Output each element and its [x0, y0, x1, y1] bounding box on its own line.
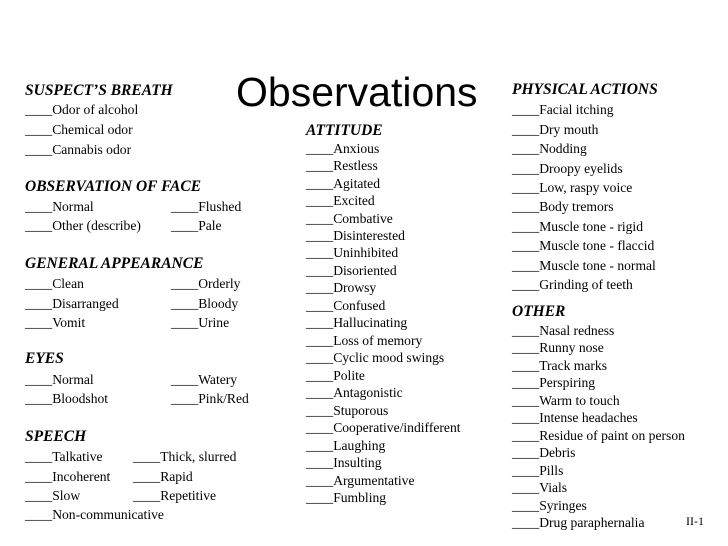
checklist-item: ____Runny nose — [512, 340, 604, 355]
checklist-item: ____Odor of alcohol — [25, 102, 139, 117]
checklist-item: ____Drug paraphernalia — [512, 515, 645, 530]
checklist-item: ____Dry mouth — [512, 122, 599, 137]
checklist-item: ____Bloodshot — [25, 391, 109, 406]
checklist-item: ____Vomit — [25, 315, 86, 330]
checklist-item: ____Argumentative — [306, 473, 415, 488]
checklist-item: ____Normal — [25, 199, 94, 214]
checklist-item: ____Anxious — [306, 141, 380, 156]
checklist-item: ____Orderly — [171, 276, 241, 291]
checklist-item: ____Cyclic mood swings — [306, 350, 445, 365]
checklist-item: ____Syringes — [512, 498, 587, 513]
checklist-item: ____Stuporous — [306, 403, 389, 418]
general-appearance-heading: GENERAL APPEARANCE — [25, 255, 204, 272]
checklist-item: ____Cooperative/indifferent — [306, 420, 461, 435]
checklist-item: ____Other (describe) — [25, 218, 141, 233]
checklist-item: ____Warm to touch — [512, 393, 620, 408]
observation-of-face-heading: OBSERVATION OF FACE — [25, 178, 202, 195]
checklist-item: ____Vials — [512, 480, 568, 495]
checklist-item: ____Polite — [306, 368, 365, 383]
checklist-item: ____Restless — [306, 158, 378, 173]
checklist-item: ____Disoriented — [306, 263, 397, 278]
checklist-item: ____Loss of memory — [306, 333, 423, 348]
checklist-item: ____Incoherent — [25, 469, 111, 484]
suspects-breath-heading: SUSPECT’S BREATH — [25, 82, 173, 99]
checklist-item: ____Body tremors — [512, 199, 614, 214]
eyes-heading: EYES — [25, 350, 64, 367]
checklist-item: ____Bloody — [171, 296, 239, 311]
checklist-item: ____Confused — [306, 298, 386, 313]
checklist-item: ____Non-communicative — [25, 507, 164, 522]
checklist-item: ____Disinterested — [306, 228, 405, 243]
checklist-item: ____Debris — [512, 445, 576, 460]
checklist-item: ____Cannabis odor — [25, 142, 132, 157]
checklist-item: ____Facial itching — [512, 102, 614, 117]
checklist-item: ____Urine — [171, 315, 230, 330]
checklist-item: ____Agitated — [306, 176, 380, 191]
checklist-item: ____Repetitive — [133, 488, 217, 503]
checklist-item: ____Pills — [512, 463, 564, 478]
checklist-item: ____Low, raspy voice — [512, 180, 633, 195]
checklist-item: ____Insulting — [306, 455, 382, 470]
other-heading: OTHER — [512, 303, 566, 320]
checklist-item: ____Laughing — [306, 438, 386, 453]
checklist-item: ____Combative — [306, 211, 393, 226]
checklist-item: ____Normal — [25, 372, 94, 387]
checklist-item: ____Talkative — [25, 449, 103, 464]
checklist-item: ____Drowsy — [306, 280, 377, 295]
checklist-item: ____Nodding — [512, 141, 587, 156]
checklist-item: ____Flushed — [171, 199, 242, 214]
checklist-item: ____Watery — [171, 372, 238, 387]
checklist-item: ____Intense headaches — [512, 410, 638, 425]
checklist-item: ____Pale — [171, 218, 222, 233]
checklist-item: ____Fumbling — [306, 490, 387, 505]
checklist-item: ____Thick, slurred — [133, 449, 237, 464]
checklist-item: ____Uninhibited — [306, 245, 399, 260]
checklist-item: ____Muscle tone - normal — [512, 258, 656, 273]
checklist-item: ____Hallucinating — [306, 315, 408, 330]
checklist-item: ____Track marks — [512, 358, 608, 373]
checklist-item: ____Nasal redness — [512, 323, 615, 338]
checklist-item: ____Clean — [25, 276, 84, 291]
checklist-item: ____Chemical odor — [25, 122, 133, 137]
checklist-item: ____Disarranged — [25, 296, 119, 311]
checklist-item: ____Droopy eyelids — [512, 161, 623, 176]
checklist-item: ____Perspiring — [512, 375, 596, 390]
checklist-item: ____Excited — [306, 193, 375, 208]
checklist-item: ____Muscle tone - rigid — [512, 219, 644, 234]
checklist-item: ____Muscle tone - flaccid — [512, 238, 655, 253]
checklist-item: ____Rapid — [133, 469, 193, 484]
page-title: Observations — [236, 69, 478, 115]
checklist-item: ____Antagonistic — [306, 385, 403, 400]
checklist-item: ____Residue of paint on person — [512, 428, 685, 443]
page-number: II-1 — [686, 514, 704, 528]
checklist-item: ____Slow — [25, 488, 81, 503]
speech-heading: SPEECH — [25, 428, 87, 445]
physical-actions-heading: PHYSICAL ACTIONS — [512, 81, 658, 98]
checklist-item: ____Grinding of teeth — [512, 277, 633, 292]
attitude-heading: ATTITUDE — [306, 122, 383, 139]
checklist-item: ____Pink/Red — [171, 391, 249, 406]
